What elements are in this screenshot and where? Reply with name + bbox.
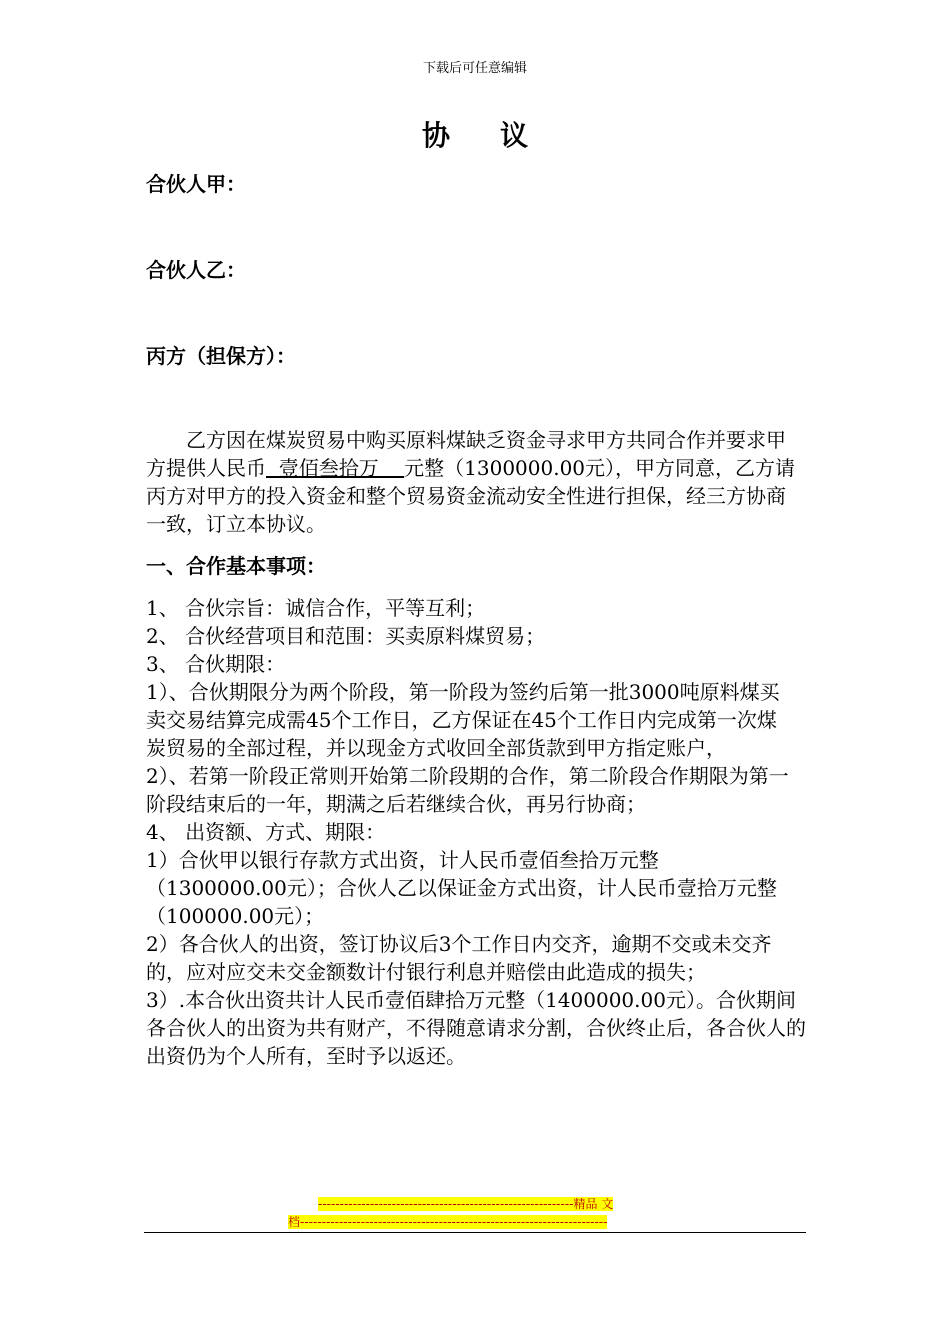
- list-item: 2）各合伙人的出资，签订协议后3个工作日内交齐，逾期不交或未交齐的，应对应交未交金额数计付银行利息并赔偿由此造成的损失；: [146, 932, 772, 984]
- list-item: 1）、合伙期限分为两个阶段，第一阶段为签约后第一批3000吨原料煤买卖交易结算完成需45个工作日，乙方保证在45个工作日内完成第一次煤炭贸易的全部过程，并以现金方式收回全部货款到甲方指定账户，: [146, 680, 780, 760]
- basic-matters-list: [146, 594, 826, 1070]
- party-b-label: 合伙人乙：: [146, 258, 246, 282]
- footer-watermark-note: [288, 1195, 668, 1231]
- document-title: 协议: [421, 119, 578, 152]
- list-item: 3）.本合伙出资共计人民币壹佰肆拾万元整（1400000.00元）。合伙期间各合伙人的出资为共有财产，不得随意请求分割，合伙终止后，各合伙人的出资仍为个人所有，至时予以返还。: [146, 988, 806, 1068]
- list-item: 2、 合伙经营项目和范围：买卖原料煤贸易；: [146, 624, 546, 648]
- intro-amount: 壹佰叁拾万: [266, 456, 405, 480]
- section-heading-basic-matters: 一、合作基本事项：: [146, 554, 326, 578]
- list-item: 4、 出资额、方式、期限：: [146, 820, 386, 844]
- intro-paragraph: [146, 426, 796, 538]
- list-item: 3、 合伙期限：: [146, 652, 286, 676]
- list-item: 1）合伙甲以银行存款方式出资，计人民币壹佰叁拾万元整（1300000.00元）；合伙人乙以保证金方式出资，计人民币壹拾万元整（100000.00元）；: [146, 848, 777, 928]
- footer-line-1: -----------------------------------------------------------精品 文: [318, 1197, 614, 1211]
- party-a-label: 合伙人甲：: [146, 172, 246, 196]
- footer-line-2: 档-----------------------------------------------------------------------: [288, 1215, 608, 1229]
- list-item: 1、 合伙宗旨：诚信合作，平等互利；: [146, 596, 486, 620]
- intro-text-part1: 乙方因在煤炭贸易中购买原料煤缺乏资金寻求甲方共同合作并要求甲方提供人民币: [146, 428, 786, 480]
- party-c-label: 丙方（担保方）：: [146, 344, 296, 368]
- page-header-note: 下载后可任意编辑: [422, 61, 527, 76]
- footer-divider: [144, 1232, 806, 1233]
- intro-text-part2: 元整（1300000.00元），甲方同意，乙方请丙方对甲方的投入资金和整个贸易资金流动安全性进行担保，经三方协商一致，订立本协议。: [146, 456, 796, 536]
- list-item: 2）、若第一阶段正常则开始第二阶段期的合作，第二阶段合作期限为第一阶段结束后的一年，期满之后若继续合伙，再另行协商；: [146, 764, 789, 816]
